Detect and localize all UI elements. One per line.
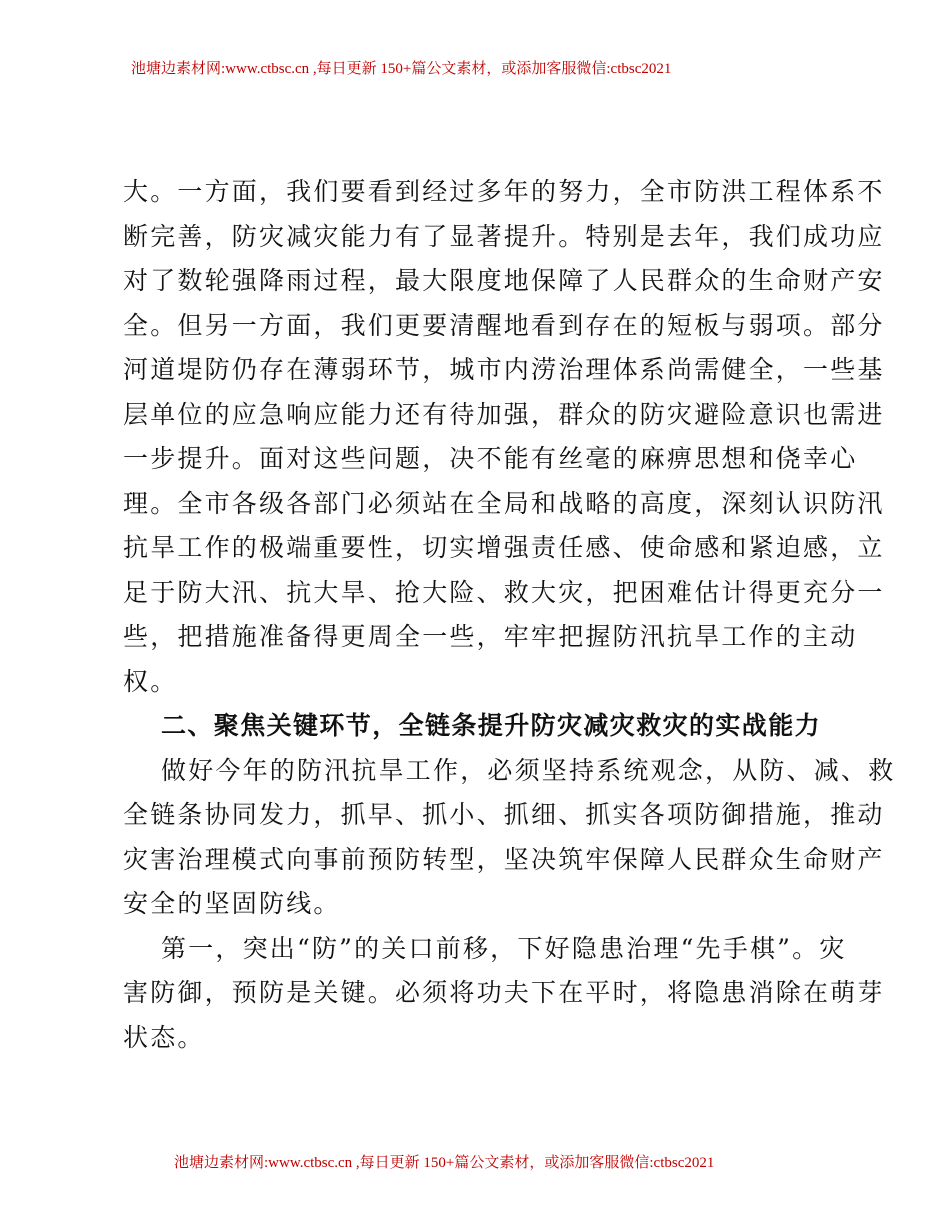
text-line: 些，把措施准备得更周全一些，牢牢把握防汛抗旱工作的主动 [123, 622, 858, 651]
header-watermark [0, 59, 950, 79]
text-line: 对了数轮强降雨过程，最大限度地保障了人民群众的生命财产安 [123, 266, 885, 295]
text-line: 状态。 [123, 1022, 205, 1052]
footer-watermark [0, 1153, 950, 1173]
paragraph-1 [123, 170, 885, 704]
text-line: 一步提升。面对这些问题，决不能有丝毫的麻痹思想和侥幸心 [123, 444, 858, 473]
paragraph-2 [123, 749, 896, 927]
text-line: 灾害治理模式向事前预防转型，坚决筑牢保障人民群众生命财产 [123, 844, 885, 874]
text-line: 做好今年的防汛抗旱工作，必须坚持系统观念，从防、减、救 [161, 755, 896, 785]
text-line: 全链条协同发力，抓早、抓小、抓细、抓实各项防御措施，推动 [123, 800, 885, 829]
text-line: 河道堤防仍存在薄弱环节，城市内涝治理体系尚需健全，一些基 [123, 355, 885, 384]
text-line: 足于防大汛、抗大旱、抢大险、救大灾，把困难估计得更充分一 [123, 577, 885, 607]
text-line: 害防御，预防是关键。必须将功夫下在平时，将隐患消除在萌芽 [123, 978, 885, 1007]
document-body [123, 170, 896, 1060]
section-heading-text: 二、聚焦关键环节，全链条提升防灾减灾救灾的实战能力 [161, 711, 822, 740]
text-line: 大。一方面，我们要看到经过多年的努力，全市防洪工程体系不 [123, 177, 885, 206]
paragraph-3 [123, 927, 885, 1061]
text-line: 第一，突出“防”的关口前移，下好隐患治理“先手棋”。灾 [161, 933, 847, 963]
text-line: 断完善，防灾减灾能力有了显著提升。特别是去年，我们成功应 [123, 221, 885, 251]
text-line: 层单位的应急响应能力还有待加强，群众的防灾避险意识也需进 [123, 399, 885, 429]
text-line: 全。但另一方面，我们更要清醒地看到存在的短板与弱项。部分 [123, 310, 885, 340]
text-line: 安全的坚固防线。 [123, 889, 341, 918]
text-line: 理。全市各级各部门必须站在全局和战略的高度，深刻认识防汛 [123, 488, 885, 518]
text-line: 权。 [123, 666, 178, 696]
header-watermark-text: 池塘边素材网:www.ctbsc.cn ,每日更新 150+篇公文素材，或添加客服微信:ctbsc2021 [131, 61, 672, 77]
section-heading-2 [123, 704, 828, 749]
text-line: 抗旱工作的极端重要性，切实增强责任感、使命感和紧迫感，立 [123, 533, 885, 562]
footer-watermark-text: 池塘边素材网:www.ctbsc.cn ,每日更新 150+篇公文素材，或添加客服微信:ctbsc2021 [174, 1155, 715, 1171]
